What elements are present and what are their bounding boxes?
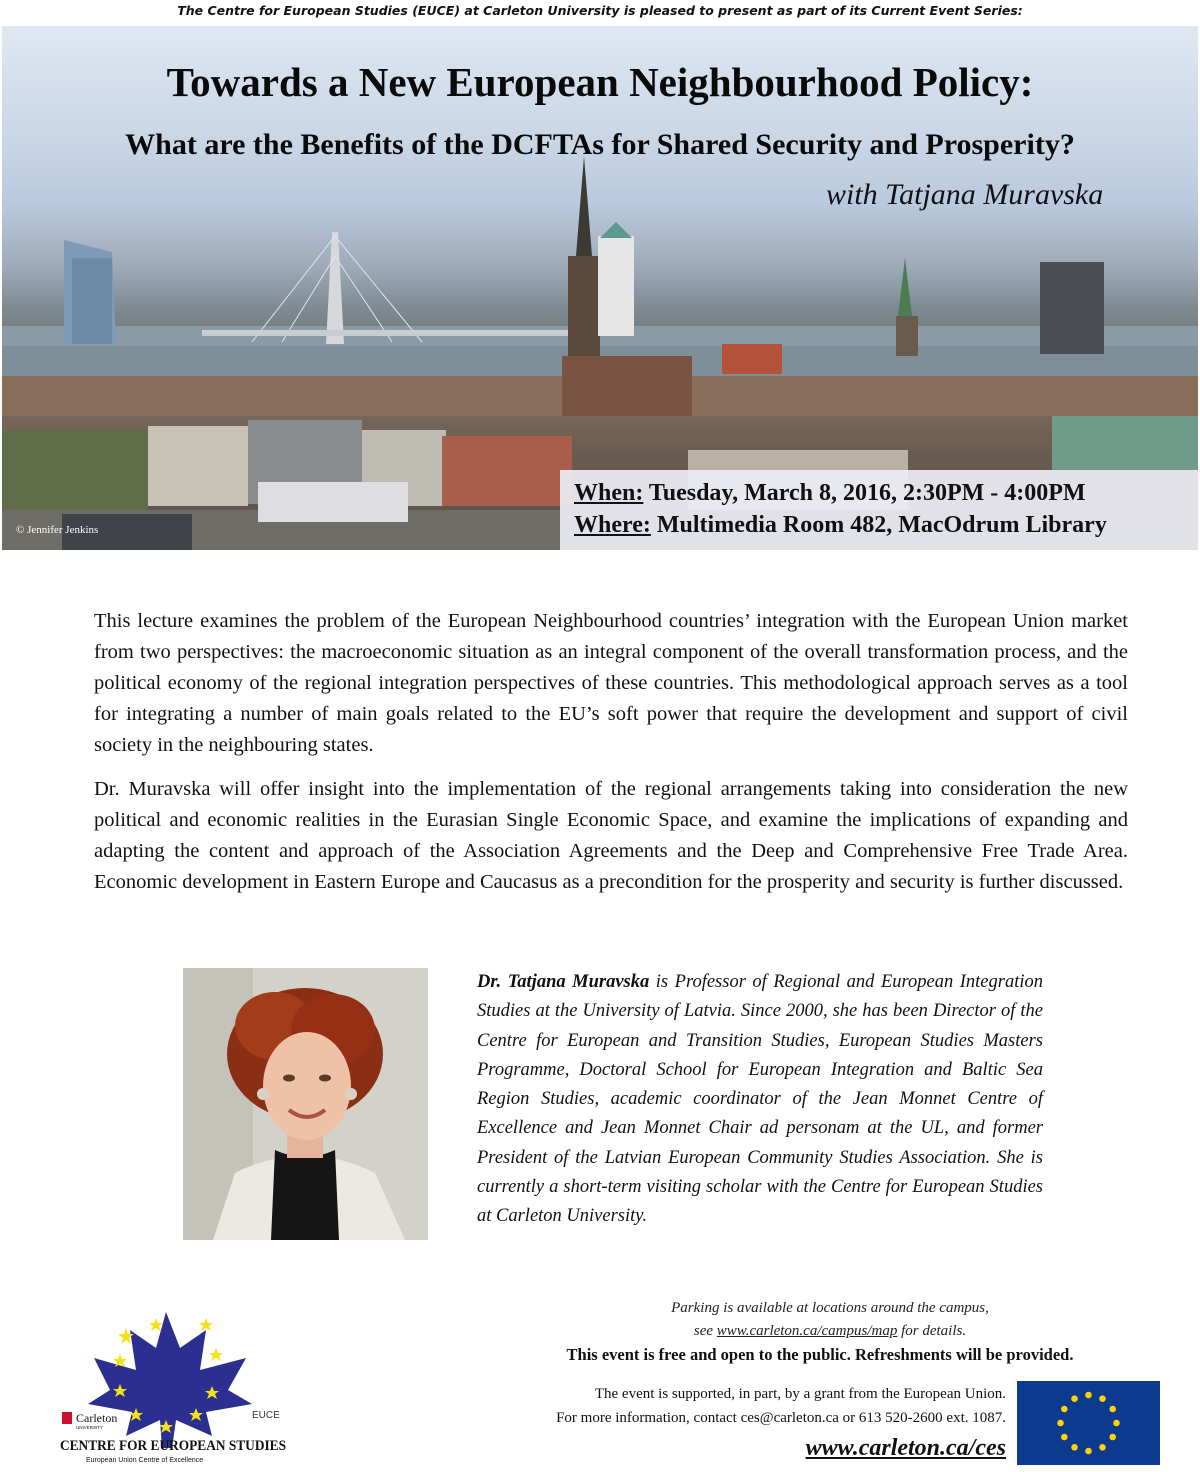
bio-text: is Professor of Regional and European Integration Studies at the University of Latvia. Since 2000, she has been Director of the Centre for European and Transition Studies, European Studies Masters Programme, Doctoral School for European Integration and Baltic Sea Region Studies, academic coordinator of the Jean Monnet Centre of Excellence and Jean Monnet Chair ad personam at the UL, and former President of the Latvian European Community Studies Association. She is currently a short-term visiting scholar with the Centre for European Studies at Carleton University. — [477, 972, 1043, 1227]
free-event-note: This event is free and open to the public. Refreshments will be provided. — [566, 1345, 1074, 1364]
logo-centre-name: CENTRE FOR EUROPEAN STUDIES — [60, 1438, 286, 1454]
logo-tagline: European Union Centre of Excellence — [86, 1457, 204, 1464]
event-details-box — [560, 470, 1198, 550]
speaker-line: with Tatjana Muravska — [826, 178, 1104, 211]
when-value: Tuesday, March 8, 2016, 2:30PM - 4:00PM — [648, 480, 1086, 506]
event-subtitle: What are the Benefits of the DCFTAs for Shared Security and Prosperity? — [125, 128, 1075, 161]
support-line: The event is supported, in part, by a grant from the European Union. — [594, 1386, 1006, 1402]
speaker-portrait-photo — [183, 968, 428, 1240]
where-label: Where: — [574, 512, 651, 538]
description-paragraph-2: Dr. Muravska will offer insight into the implementation of the regional arrangements taking into consideration the new political and economic realities in the Eurasian Single Economic Space, and examine the implications of expanding and adapting the content and approach of the Association Agreements and the Deep and Comprehensive Free Trade Area. Economic development in Eastern Europe and Caucasus as a precondition for the prosperity and security is further discussed. — [94, 778, 1128, 893]
parking-line-2 — [560, 1320, 1100, 1343]
hero-banner — [2, 26, 1198, 550]
campus-map-link[interactable]: www.carleton.ca/campus/map — [716, 1323, 898, 1339]
logo-university: UNIVERSITY — [76, 1425, 104, 1430]
website-link[interactable]: www.carleton.ca/ces — [805, 1435, 1006, 1461]
speaker-bio — [477, 968, 1043, 1232]
event-title: Towards a New European Neighbourhood Policy: — [166, 59, 1034, 105]
series-intro: The Centre for European Studies (EUCE) at Carleton University is pleased to present as part of its Current Event Series: — [177, 3, 1023, 18]
description-paragraph-1: This lecture examines the problem of the European Neighbourhood countries’ integration with the European Union market from two perspectives: the macroeconomic situation as an integral component of the overall transformation process, and the political economy of the regional integration perspectives of these countries. This methodological approach serves as a tool for integrating a number of main goals related to the EU’s soft power that require the development and support of civil society in the neighbouring states. — [94, 610, 1128, 756]
where-row — [574, 510, 1107, 540]
euce-logo — [56, 1308, 296, 1467]
bio-name: Dr. Tatjana Muravska — [477, 972, 650, 992]
when-label: When: — [574, 480, 644, 506]
logo-carleton: Carleton — [76, 1411, 118, 1425]
parking-see: see — [693, 1323, 717, 1339]
maple-leaf-logo — [88, 1312, 252, 1448]
support-info — [440, 1382, 1006, 1430]
parking-line-1: Parking is available at locations around the campus, — [671, 1300, 989, 1316]
eu-flag — [1017, 1381, 1160, 1465]
logo-euce: EUCE — [252, 1410, 280, 1421]
photo-credit: © Jennifer Jenkins — [16, 524, 99, 536]
parking-after: for details. — [897, 1323, 967, 1339]
where-value: Multimedia Room 482, MacOdrum Library — [656, 512, 1107, 538]
parking-info — [560, 1297, 1100, 1343]
when-row — [574, 478, 1086, 508]
contact-line: For more information, contact ces@carleton.ca or 613 520-2600 ext. 1087. — [556, 1410, 1006, 1426]
